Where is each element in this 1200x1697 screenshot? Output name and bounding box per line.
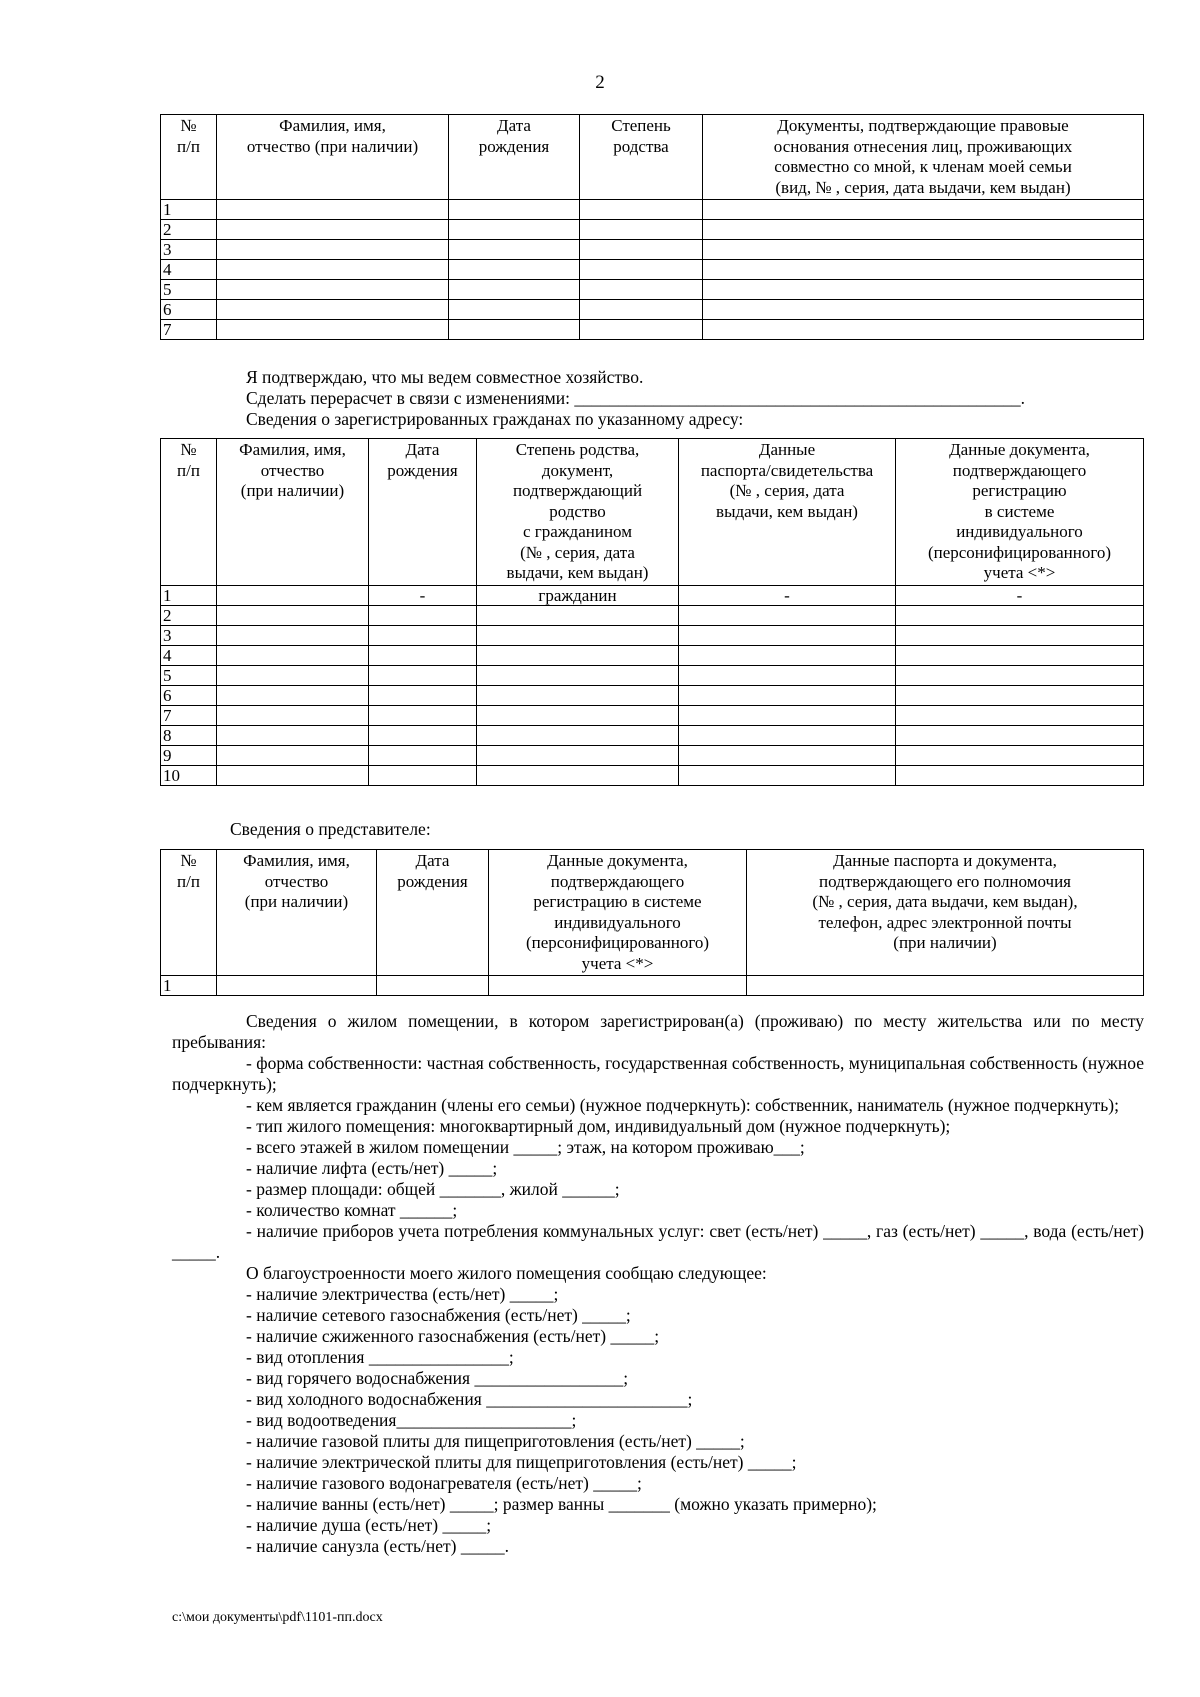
- area-line: - размер площади: общей _______, жилой ______;: [246, 1179, 620, 1199]
- meters-paragraph: - наличие приборов учета потребления коммунальных услуг: свет (есть/нет) _____, газ (есть/нет) _____, вода (есть/нет) _____.: [172, 1221, 1144, 1262]
- table-cell[interactable]: [217, 705, 369, 725]
- table-cell[interactable]: [217, 645, 369, 665]
- table-cell[interactable]: [679, 645, 896, 665]
- representative-table: [160, 849, 1144, 996]
- joint-household-text: Я подтверждаю, что мы ведем совместное хозяйство.: [246, 367, 644, 387]
- registered-citizens-table: [160, 438, 1144, 786]
- table-header-row: [161, 439, 1144, 586]
- row-number-cell: 10: [161, 765, 217, 785]
- table-cell[interactable]: -: [679, 585, 896, 605]
- table-cell[interactable]: [580, 320, 703, 340]
- table-row: [161, 200, 1144, 220]
- table-cell[interactable]: [369, 665, 477, 685]
- table-row: [161, 725, 1144, 745]
- table-cell[interactable]: [477, 745, 679, 765]
- table-cell[interactable]: [217, 300, 449, 320]
- row-number-cell: 8: [161, 725, 217, 745]
- column-header: Фамилия, имя, отчество (при наличии): [217, 850, 377, 976]
- table-cell[interactable]: [217, 605, 369, 625]
- table-cell[interactable]: [217, 665, 369, 685]
- table-cell[interactable]: [477, 665, 679, 685]
- amenity-line: - вид холодного водоснабжения _______________________;: [246, 1389, 693, 1409]
- amenity-line: - наличие электричества (есть/нет) _____;: [246, 1284, 559, 1304]
- table-header-row: [161, 115, 1144, 200]
- table-cell[interactable]: [217, 320, 449, 340]
- table-cell[interactable]: [896, 725, 1144, 745]
- row-number-cell: 4: [161, 260, 217, 280]
- table-cell[interactable]: [896, 625, 1144, 645]
- row-number-cell: 9: [161, 745, 217, 765]
- row-number-cell: 1: [161, 200, 217, 220]
- amenity-line: - наличие душа (есть/нет) _____;: [246, 1515, 492, 1535]
- table-row: [161, 745, 1144, 765]
- table-cell[interactable]: [679, 605, 896, 625]
- housing-intro-paragraph: Сведения о жилом помещении, в котором зарегистрирован(а) (проживаю) по месту жительства или по месту пребывания:: [172, 1011, 1144, 1052]
- column-header: № п/п: [161, 850, 217, 976]
- table-row: [161, 625, 1144, 645]
- table-cell[interactable]: [369, 745, 477, 765]
- row-number-cell: 2: [161, 605, 217, 625]
- table-row: [161, 645, 1144, 665]
- table-cell[interactable]: [703, 200, 1144, 220]
- row-number-cell: 1: [161, 585, 217, 605]
- table-cell[interactable]: [217, 240, 449, 260]
- table-cell[interactable]: [369, 705, 477, 725]
- table-cell[interactable]: [217, 745, 369, 765]
- table-cell[interactable]: [477, 605, 679, 625]
- table-row: [161, 605, 1144, 625]
- row-number-cell: 1: [161, 976, 217, 996]
- table-row: [161, 705, 1144, 725]
- table-cell[interactable]: [449, 220, 580, 240]
- table-cell[interactable]: [580, 280, 703, 300]
- table-cell[interactable]: [217, 765, 369, 785]
- table-cell[interactable]: [703, 300, 1144, 320]
- table-cell[interactable]: [580, 260, 703, 280]
- amenity-line: - наличие электрической плиты для пищеприготовления (есть/нет) _____;: [246, 1452, 797, 1472]
- table-cell[interactable]: [679, 685, 896, 705]
- table-cell[interactable]: [679, 705, 896, 725]
- table-row: [161, 665, 1144, 685]
- tenure-status-paragraph: - кем является гражданин (члены его семьи) (нужное подчеркнуть): собственник, наниматель (нужное подчеркнуть);: [246, 1095, 1119, 1115]
- table-cell[interactable]: [369, 645, 477, 665]
- table-row: [161, 240, 1144, 260]
- table-cell[interactable]: [896, 705, 1144, 725]
- table-cell[interactable]: [703, 260, 1144, 280]
- column-header: Данные паспорта/свидетельства (№ , серия, дата выдачи, кем выдан): [679, 439, 896, 586]
- floors-line: - всего этажей в жилом помещении _____; этаж, на котором проживаю___;: [246, 1137, 805, 1157]
- table-cell[interactable]: [580, 220, 703, 240]
- table-cell[interactable]: [896, 765, 1144, 785]
- table-cell[interactable]: [703, 280, 1144, 300]
- table-cell[interactable]: [580, 240, 703, 260]
- table-row: [161, 280, 1144, 300]
- table-cell[interactable]: -: [369, 585, 477, 605]
- table-cell[interactable]: [679, 665, 896, 685]
- table-cell[interactable]: [449, 300, 580, 320]
- row-number-cell: 7: [161, 705, 217, 725]
- table-cell[interactable]: [703, 220, 1144, 240]
- table-cell[interactable]: [217, 260, 449, 280]
- table-cell[interactable]: [217, 976, 377, 996]
- amenity-line: - вид отопления ________________;: [246, 1347, 514, 1367]
- housing-info-block: [172, 1011, 1144, 1557]
- row-number-cell: 3: [161, 625, 217, 645]
- table-cell[interactable]: [477, 725, 679, 745]
- table-row: [161, 260, 1144, 280]
- column-header: Данные документа, подтверждающего регистрацию в системе индивидуального (персонифицированного) учета <*>: [489, 850, 747, 976]
- row-number-cell: 4: [161, 645, 217, 665]
- recalculation-text: Сделать перерасчет в связи с изменениями: ___________________________________________________.: [246, 388, 1025, 408]
- housing-type-line: - тип жилого помещения: многоквартирный дом, индивидуальный дом (нужное подчеркнуть);: [246, 1116, 951, 1136]
- table-cell[interactable]: [679, 745, 896, 765]
- table-cell[interactable]: [449, 240, 580, 260]
- row-number-cell: 5: [161, 280, 217, 300]
- amenity-line: - наличие газовой плиты для пищеприготовления (есть/нет) _____;: [246, 1431, 745, 1451]
- table-cell[interactable]: [477, 625, 679, 645]
- row-number-cell: 2: [161, 220, 217, 240]
- row-number-cell: 3: [161, 240, 217, 260]
- table-cell[interactable]: [896, 645, 1144, 665]
- table-cell[interactable]: [477, 765, 679, 785]
- representative-heading: Сведения о представителе:: [230, 819, 431, 839]
- column-header: № п/п: [161, 115, 217, 200]
- column-header: Дата рождения: [369, 439, 477, 586]
- amenity-line: - наличие ванны (есть/нет) _____; размер ванны _______ (можно указать примерно);: [246, 1494, 877, 1514]
- table-cell[interactable]: [679, 765, 896, 785]
- row-number-cell: 6: [161, 685, 217, 705]
- table-cell[interactable]: [369, 685, 477, 705]
- ownership-form-paragraph: - форма собственности: частная собственность, государственная собственность, муниципальная собственность (нужное подчеркнуть);: [172, 1053, 1144, 1094]
- page-number: 2: [595, 72, 605, 93]
- table-cell[interactable]: [477, 705, 679, 725]
- table-cell[interactable]: [703, 320, 1144, 340]
- table-cell[interactable]: [217, 685, 369, 705]
- table-row: [161, 685, 1144, 705]
- table-cell[interactable]: [449, 200, 580, 220]
- column-header: Фамилия, имя, отчество (при наличии): [217, 439, 369, 586]
- table-cell[interactable]: [217, 200, 449, 220]
- table-cell[interactable]: [679, 625, 896, 645]
- table-header-row: [161, 850, 1144, 976]
- table-row: [161, 765, 1144, 785]
- column-header: Степень родства: [580, 115, 703, 200]
- amenity-line: - наличие газового водонагревателя (есть/нет) _____;: [246, 1473, 642, 1493]
- table-cell[interactable]: [896, 745, 1144, 765]
- table-cell[interactable]: [217, 220, 449, 240]
- amenity-line: - вид горячего водоснабжения _________________;: [246, 1368, 629, 1388]
- table-cell[interactable]: [369, 625, 477, 645]
- registered-citizens-heading: Сведения о зарегистрированных гражданах по указанному адресу:: [246, 409, 744, 429]
- row-number-cell: 6: [161, 300, 217, 320]
- table-cell[interactable]: [369, 765, 477, 785]
- column-header: № п/п: [161, 439, 217, 586]
- amenities-list: [172, 1284, 1144, 1557]
- table-cell[interactable]: -: [896, 585, 1144, 605]
- amenities-intro: О благоустроенности моего жилого помещения сообщаю следующее:: [246, 1263, 767, 1283]
- table-cell[interactable]: [449, 280, 580, 300]
- table-cell[interactable]: [703, 240, 1144, 260]
- table-cell[interactable]: [449, 260, 580, 280]
- table-cell[interactable]: [217, 585, 369, 605]
- table-row: [161, 320, 1144, 340]
- column-header: Фамилия, имя, отчество (при наличии): [217, 115, 449, 200]
- table-row: [161, 300, 1144, 320]
- table-cell[interactable]: [896, 685, 1144, 705]
- amenity-line: - наличие санузла (есть/нет) _____.: [246, 1536, 509, 1556]
- table-cell[interactable]: [679, 725, 896, 745]
- table-cell[interactable]: [369, 605, 477, 625]
- column-header: Документы, подтверждающие правовые основания отнесения лиц, проживающих совместно со мной, к членам моей семьи (вид, № , серия, дата выдачи, кем выдан): [703, 115, 1144, 200]
- file-path-footer: c:\мои документы\pdf\1101-пп.docx: [172, 1610, 383, 1625]
- table-cell[interactable]: [477, 685, 679, 705]
- amenity-line: - вид водоотведения____________________;: [246, 1410, 577, 1430]
- table-cell[interactable]: гражданин: [477, 585, 679, 605]
- table-cell[interactable]: [377, 976, 489, 996]
- table-row: [161, 585, 1144, 605]
- table-cell[interactable]: [217, 280, 449, 300]
- table-cell[interactable]: [896, 605, 1144, 625]
- column-header: Дата рождения: [449, 115, 580, 200]
- elevator-line: - наличие лифта (есть/нет) _____;: [246, 1158, 498, 1178]
- column-header: Дата рождения: [377, 850, 489, 976]
- table-cell[interactable]: [217, 625, 369, 645]
- family-members-table: [160, 114, 1144, 340]
- table-cell[interactable]: [489, 976, 747, 996]
- table-cell[interactable]: [747, 976, 1144, 996]
- table-cell[interactable]: [217, 725, 369, 745]
- table-row: [161, 220, 1144, 240]
- column-header: Данные паспорта и документа, подтверждающего его полномочия (№ , серия, дата выдачи, кем выдан), телефон, адрес электронной почты (при наличии): [747, 850, 1144, 976]
- table-cell[interactable]: [896, 665, 1144, 685]
- amenity-line: - наличие сетевого газоснабжения (есть/нет) _____;: [246, 1305, 631, 1325]
- table-cell[interactable]: [477, 645, 679, 665]
- column-header: Данные документа, подтверждающего регистрацию в системе индивидуального (персонифицированного) учета <*>: [896, 439, 1144, 586]
- table-cell[interactable]: [580, 200, 703, 220]
- amenity-line: - наличие сжиженного газоснабжения (есть/нет) _____;: [246, 1326, 660, 1346]
- table-cell[interactable]: [369, 725, 477, 745]
- table-row: [161, 976, 1144, 996]
- row-number-cell: 7: [161, 320, 217, 340]
- table-cell[interactable]: [449, 320, 580, 340]
- row-number-cell: 5: [161, 665, 217, 685]
- rooms-line: - количество комнат ______;: [246, 1200, 458, 1220]
- column-header: Степень родства, документ, подтверждающий родство с гражданином (№ , серия, дата выдачи, кем выдан): [477, 439, 679, 586]
- table-cell[interactable]: [580, 300, 703, 320]
